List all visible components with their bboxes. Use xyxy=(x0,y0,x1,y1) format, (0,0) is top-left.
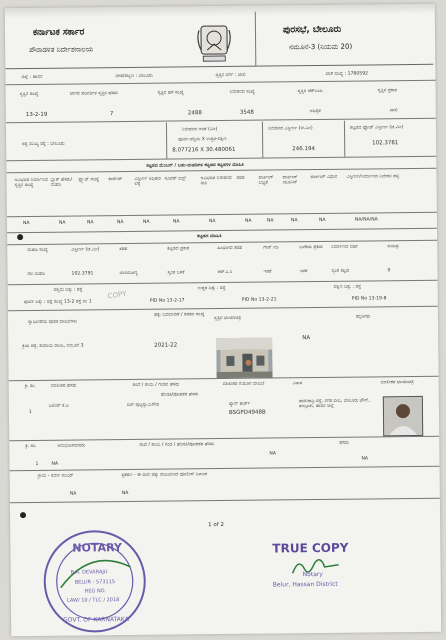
building-info-header-2: ತರಹ xyxy=(119,246,128,253)
ownership-docs-label: ಸ್ವಾಧೀನತೆಯ ಪೂರಕ ದಾಖಲೆಗಳು xyxy=(27,319,78,326)
reg-value: 2021-22 xyxy=(154,342,178,349)
owner-id-value: BSGPD4948B xyxy=(228,409,266,416)
row-rule xyxy=(9,436,439,442)
building-info-header-0: ಮಹಡಿ ಸಂಖ್ಯೆ xyxy=(27,247,48,254)
karnataka-emblem-icon xyxy=(195,20,233,64)
owner-photo xyxy=(383,396,423,436)
built-area-label: ಕಟ್ಟಡದ ಫ್ಲೋರ್ ವಿಸ್ತೀರ್ಣ (ಚ.ಮೀ) xyxy=(349,125,404,131)
notary-seal-icon xyxy=(40,527,149,636)
building-info-header-1: ವಿಸ್ತೀರ್ಣ (ಚ.ಮೀ) xyxy=(71,247,100,253)
col-site-no: ನಿವೇಶನದ ಸಂಖ್ಯೆ xyxy=(229,89,255,95)
site-sqm-value: 246.194 xyxy=(292,146,315,153)
true-copy-text: TRUE COPY xyxy=(272,540,349,556)
val-property-type: ಖಾಲಿ xyxy=(389,108,398,114)
col-converted-name: ಜಾಗದ ಪರಿವರ್ತಿತ ಸ್ವತ್ತಿನ ಹೆಸರು xyxy=(69,91,119,97)
govt-title: ಕರ್ನಾಟಕ ಸರ್ಕಾರ xyxy=(32,27,85,38)
col-rule xyxy=(166,123,167,159)
building-header-4: ವಿಸ್ತೀರ್ಣ ಅಧಿಕಾರ ಲೆಕ್ಕ xyxy=(134,176,161,188)
pid-west: PID No 13-2-17 xyxy=(149,298,185,304)
building-header-1: ಬ್ಲಾಕ್ ಹೆಸರು/ ಮಹಡಿ xyxy=(50,177,73,189)
col-property-type: ಸ್ವತ್ತಿನ ಪ್ರಕಾರ xyxy=(377,88,398,94)
building-info-value-3: ಸ್ವಂತ ಬಳಕೆ xyxy=(167,270,185,276)
building-value-3: NA xyxy=(116,220,124,226)
ownership-docs-value: ಕ್ರಯ ಪತ್ರ, ಕಂದಾಯ ರಸೀದಿ, ನಮೂನೆ 3 xyxy=(22,343,84,350)
building-header-10: ಪಾರ್ಕಿಂಗ್ ವಿಧಾನ xyxy=(310,174,338,181)
building-value-4: NA xyxy=(142,219,150,225)
notary-label: Notary xyxy=(302,570,323,579)
stamp-govt: GOVT. OF KARNATAKA xyxy=(63,616,129,624)
photo-label: ಸ್ವತ್ತಿನ ಛಾಯಾಚಿತ್ರ xyxy=(213,315,241,322)
row-rule xyxy=(8,280,438,286)
pid-south: PID No 13-19-8 xyxy=(351,296,387,302)
boundary-west-label: ಪಶ್ಚಿಮ ದಿಕ್ಕು : ರಸ್ತೆ xyxy=(53,287,83,293)
building-info-header-5: ಗೇಟ್ ನಡಿ xyxy=(263,245,279,251)
survey-value-2: NA xyxy=(121,491,129,497)
building-info-value-7: ಸ್ವಂತ ಕಟ್ಟಡ xyxy=(331,268,350,274)
col-rule xyxy=(344,121,345,157)
built-area-value: 102.3781 xyxy=(372,140,399,147)
building-info-header-7: ನಿರ್ಮಾಣದ ವರ್ಷ xyxy=(331,244,359,250)
row-rule xyxy=(6,80,436,86)
stamp-top: NOTARY xyxy=(72,541,123,555)
stamp-line2: BELUR - 573115 xyxy=(74,579,116,586)
survey-value: NA xyxy=(69,491,77,497)
boundary-south-label: ದಕ್ಷಿಣ ದಿಕ್ಕು : ರಸ್ತೆ xyxy=(333,284,362,290)
building-value-0: NA xyxy=(22,221,30,227)
building-header-9: ಪಾರ್ಕಿಂಗ್ ಯೂನಿಟ್ xyxy=(282,175,298,186)
east-west-label: ಪೂರ್ವ-ಪಶ್ಚಿಮ X ಉತ್ತರ-ದಕ್ಷಿಣ xyxy=(178,136,227,143)
building-value-11: NA/NA/NA xyxy=(354,217,378,223)
building-info-value-2: ವಾಸಯೋಗ್ಯ xyxy=(119,270,138,277)
pid-north: PID No 13-2-21 xyxy=(241,297,277,303)
remarks-label: ಕನ್ನಡಿಗರು xyxy=(355,314,371,320)
building-info-value-4: ಆರ್.ಸಿ.ಸಿ xyxy=(217,269,233,276)
stamp-name: B.A. DEVARAJU xyxy=(70,569,108,576)
building-header-11: ವಿಸ್ತೀರ್ಣ/ನಿರ್ಮಾಣದ ನಿವೇಶನ ಪಟ್ಟಿ xyxy=(346,174,400,180)
building-info-header-6: ಬಳಕೆಯ ಪ್ರಕಾರ xyxy=(299,244,323,251)
stamp-line3: REG NO. xyxy=(84,588,107,595)
owner-sn: 1 xyxy=(28,410,32,416)
building-value-10: NA xyxy=(318,217,326,223)
building-header-7: ತರಹ xyxy=(236,175,245,181)
city-label: ನಗರ/ಪಟ್ಟಣ : ಬೇಲೂರು xyxy=(115,73,153,80)
val-old-no: 2488 xyxy=(187,110,202,117)
lessee-extra-label: ಹೆಸರು xyxy=(339,440,350,446)
district-label: ಜಿಲ್ಲೆ : ಹಾಸನ xyxy=(21,74,43,81)
building-section-title: ಕಟ್ಟಡದ ಮೆಂಬರ್ / ಬಹು-ಮಹಡಿಗಳ ಕಟ್ಟಡದ ಕಟ್ಟಡಗಳ ಮಾಹಿತಿ xyxy=(146,162,244,169)
row-rule xyxy=(6,118,436,124)
survey-label: ಗ್ರಾಮ - ಸರ್ವೇ ನಂಬರ್ xyxy=(37,473,74,479)
punch-hole xyxy=(20,512,26,518)
survey-text: ಪ್ರಕರಣ - ಈ ರಂದ ಹಕ್ಕು ದಾಖಲಾಗಿದೆ ಪೋಲೀಸ್ ದಿನಾಂಕ xyxy=(121,472,208,479)
owner-header-4: ವಿಳಾಸ xyxy=(292,381,303,387)
building-value-2: NA xyxy=(86,220,94,226)
boundary-north-label: ಉತ್ತರ ದಿಕ್ಕು : ರಸ್ತೆ xyxy=(197,285,226,292)
building-value-8: NA xyxy=(266,218,274,224)
building-header-8: ಪಾರ್ಕಿಂಗ್ ಲಭ್ಯತೆ xyxy=(258,175,274,186)
lessee-extra: NA xyxy=(361,456,369,462)
building-header-2: ಫ್ಲ್ಯಾಟ್ ಸಂಖ್ಯೆ xyxy=(78,177,100,183)
lessee-parent-label: ತಂದೆ / ತಾಯಿ / ಗಂಡ / ಹೆಂಡತಿ/ಪೋಷಕರ ಹೆಸರು xyxy=(139,442,215,448)
val-converted-name: 7 xyxy=(109,111,114,118)
val-checkbandi: ಅಧಿಕೃತ xyxy=(309,108,321,115)
val-property-no: 13-2-19 xyxy=(25,111,48,119)
owner-relation-label: ಹೆಂಡತಿ/ಪೋಷಕರ ಹೆಸರು xyxy=(160,392,199,398)
reg-label: ಹಕ್ಕು ಬದಲಾವಣೆ / ಕಡತದ ಸಂಖ್ಯೆ xyxy=(153,312,205,318)
building-header-0: ಅವಿಭಜಿತ ನಿರ್ಮಾಣದ ಸ್ವತ್ತಿನ ಸಂಖ್ಯೆ xyxy=(14,177,48,189)
photo-value: NA xyxy=(302,335,311,342)
property-class-label: ಸ್ವತ್ತಿನ ವರ್ಗ : ಖಾಲಿ xyxy=(215,72,246,79)
owner-header-5: ಮಾಲೀಕರ ಛಾಯಾಚಿತ್ರ xyxy=(380,380,414,386)
true-copy-stamp xyxy=(272,540,362,589)
val-site-no: 3548 xyxy=(239,109,254,116)
khata-number: ಖಾತೆ ಸಂಖ್ಯೆ : 1780592 xyxy=(325,71,369,77)
property-photo xyxy=(216,337,272,378)
boundary-east-label: ಪೂರ್ವ ದಿಕ್ಕು : ರಸ್ತೆ ಸಂಖ್ಯೆ 13-2 ರಸ್ತೆ ನಂ 1 xyxy=(23,299,92,306)
col-rule xyxy=(262,122,263,158)
lessee-name: NA xyxy=(51,461,59,467)
building-info-header-4: ಹಿಂಭಾಗದ ತರಹ xyxy=(217,245,243,252)
building-header-6: ಅವಿಭಜಿತ ನಿವೇಶನದ ರೀತಿ xyxy=(200,175,232,187)
building-header-5: ಸೂಪರ್ ಬಿಲ್ಟ್ xyxy=(164,176,187,182)
site-area-label: ನಿವೇಶನದ ಅಳತೆ (ಮೀ) xyxy=(181,127,218,133)
col-old-no: ಸ್ವತ್ತಿನ ಹಳೆ ಸಂಖ್ಯೆ xyxy=(157,90,184,96)
municipality-title: ಪುರಸಭೆ, ಬೇಲೂರು xyxy=(282,24,342,36)
page-number: 1 of 2 xyxy=(208,522,224,529)
owner-parent: ಬಿನ್ ಪುಟ್ಟಸ್ವಾಮಿಗೌಡ xyxy=(126,402,159,409)
row-rule xyxy=(10,498,440,504)
building-info-value-0: ನೆಲ ಮಹಡಿ xyxy=(27,271,46,278)
punch-hole xyxy=(17,234,23,240)
owner-address: ಪಾದುಕಾದ್ರಿ ರಸ್ತೆ, ನಗರ ಬೀದಿ, ಬೇಲೂರು ಟೌನ್, ತಾಲ್ಲೂಕು, ಹಾಸನ ಜಿಲ್ಲೆ xyxy=(298,398,370,410)
owner-name: ದಿಲೀಪ್ ಕೆ.ಪಿ xyxy=(48,403,69,409)
row-rule xyxy=(8,306,438,312)
building-info-value-5: ಇತರೆ xyxy=(263,269,272,275)
owner-header-2: ತಂದೆ / ತಾಯಿ / ಗಂಡನ ಹೆಸರು xyxy=(132,382,180,388)
lessee-sn-label: ಕ್ರ. ಸಂ. xyxy=(25,443,37,450)
building-value-5: NA xyxy=(172,219,180,225)
copy-watermark: COPY xyxy=(107,289,127,301)
site-sqm-label: ನಿವೇಶನದ ವಿಸ್ತೀರ್ಣ (ಚ.ಮೀ) xyxy=(267,126,313,132)
building-info-header-8: ವಯಸ್ಸು xyxy=(387,244,400,250)
row-rule xyxy=(7,228,437,234)
col-checkbandi: ಸ್ವತ್ತಿನ ಚೆಕ್‌ಬಂದಿ xyxy=(297,88,323,95)
building-info-title: ಕಟ್ಟಡದ ಮಾಹಿತಿ xyxy=(197,234,222,240)
row-rule xyxy=(10,466,440,472)
building-info-value-1: 102.3791 xyxy=(71,271,94,277)
notary-place: Belur, Hassan District xyxy=(272,580,338,589)
owner-header-3: ಮಾಲೀಕರ ಗುರುತಿನ ದಾಖಲೆ xyxy=(222,381,265,388)
lessee-parent: NA xyxy=(269,451,277,457)
building-info-value-6: ಇತರೆ xyxy=(299,269,308,275)
building-info-header-3: ಕಟ್ಟಡದ ಪ್ರಕಾರ xyxy=(167,246,190,252)
department-subtitle: ಪೌರಾಡಳಿತ ನಿರ್ದೇಶನಾಲಯ xyxy=(29,45,94,55)
row-rule xyxy=(6,156,436,162)
building-value-9: NA xyxy=(290,218,298,224)
dimensions-value: 8.077216 X 30.480061 xyxy=(172,146,236,154)
lessee-sn: 1 xyxy=(35,461,39,467)
building-value-1: NA xyxy=(58,220,66,226)
lessee-name-label: ಅನುಭೋಗದಾರರು xyxy=(57,443,86,449)
owner-id-type: ಪ್ಯಾನ್ ಕಾರ್ಡ್ xyxy=(228,401,251,407)
building-value-6: NA xyxy=(208,219,216,225)
building-value-7: NA xyxy=(244,218,252,224)
stamp-line4: LAW/ 10 / TLC / 2018 xyxy=(66,597,120,604)
owner-header-1: ಮಾಲೀಕರ ಹೆಸರು xyxy=(50,383,77,389)
road-label: ರಸ್ತೆ ಮುಖ್ಯ ರಸ್ತೆ : ಬೇಲೂರು xyxy=(22,141,65,148)
owner-header-0: ಕ್ರ. ಸಂ. xyxy=(24,383,36,390)
form-number: ನಮೂನೆ-3 (ನಿಯಮ 20) xyxy=(289,42,353,52)
col-property-no: ಸ್ವತ್ತಿನ ಸಂಖ್ಯೆ xyxy=(19,91,39,98)
building-header-3: ಕಾರ್ಪೆಟ್ xyxy=(108,177,123,183)
document-sheet xyxy=(5,4,442,636)
row-rule xyxy=(6,168,436,174)
building-info-value-8: 0 xyxy=(387,268,391,274)
